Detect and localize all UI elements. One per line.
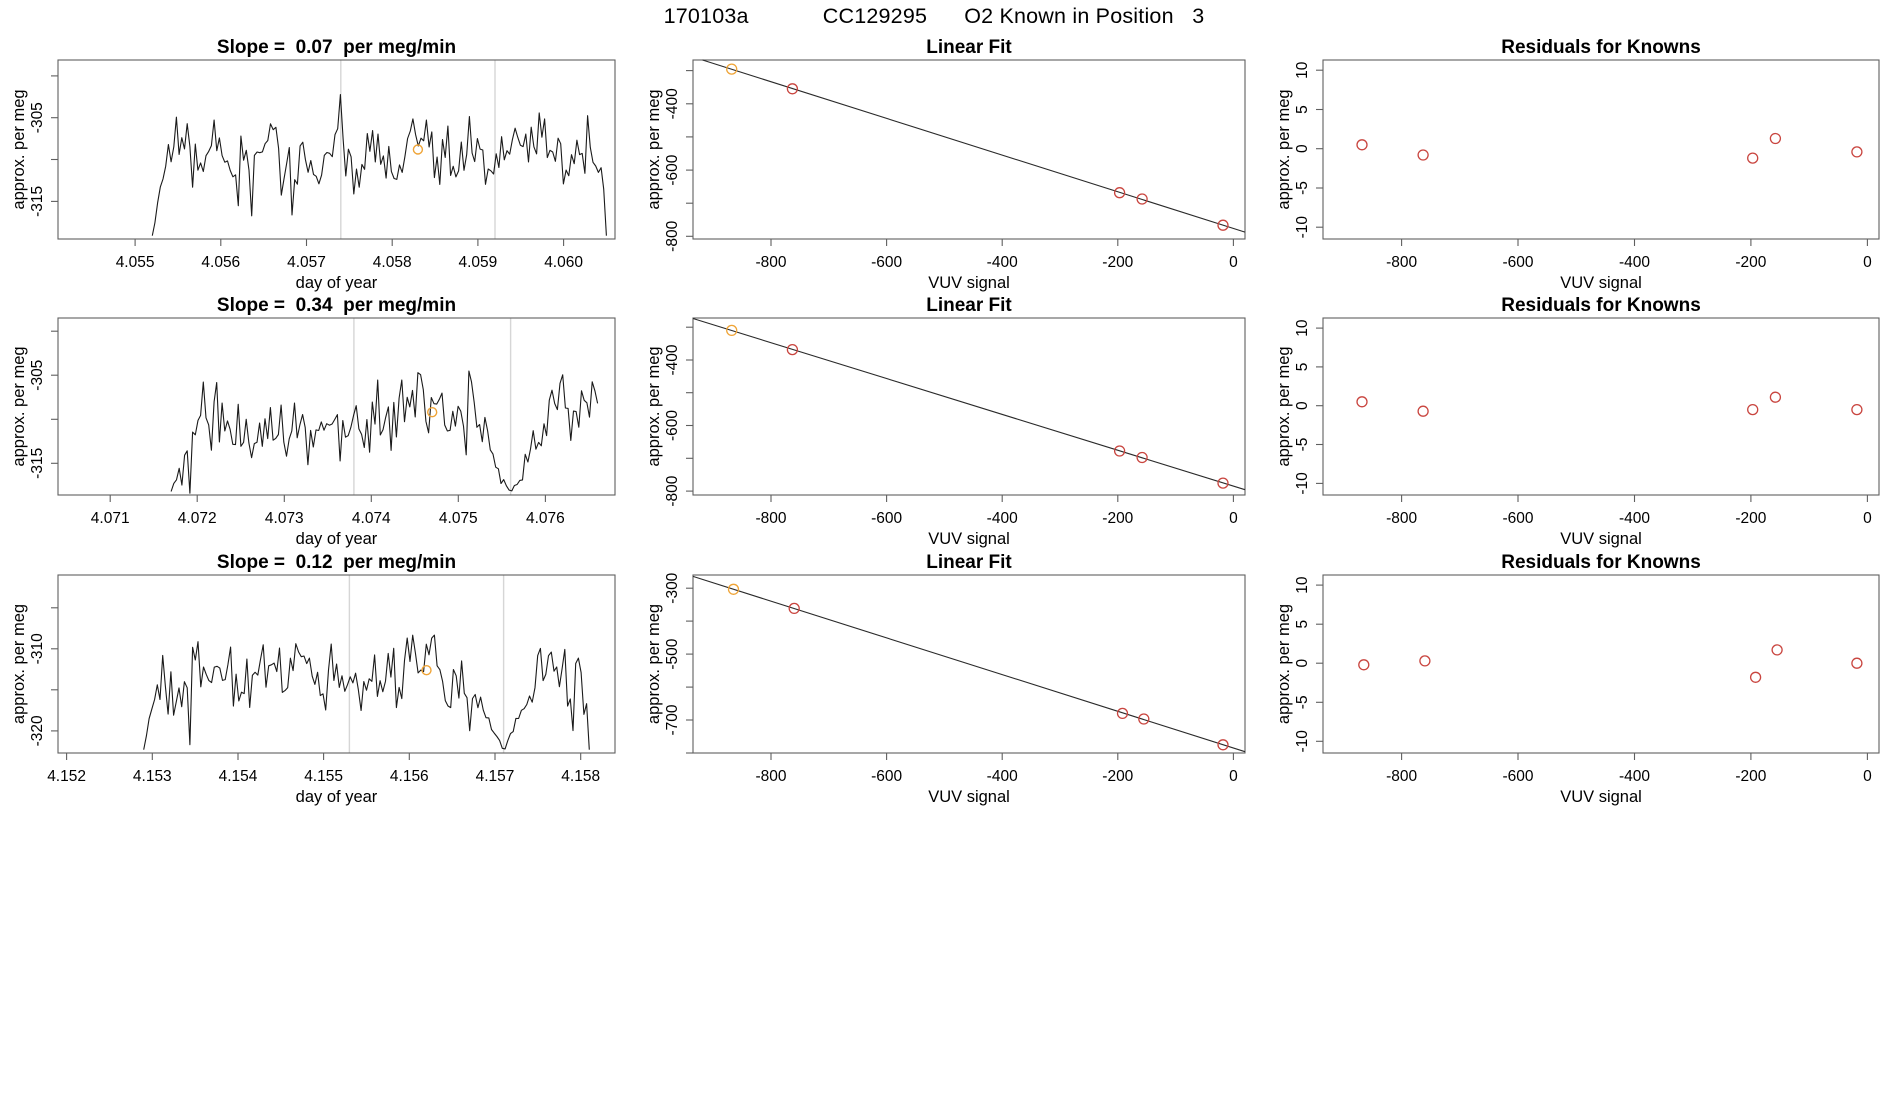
x-tick-label: -400 xyxy=(1618,510,1651,527)
residual-points xyxy=(1359,645,1862,682)
y-tick-label: -300 xyxy=(664,572,681,604)
panel-title: Slope = 0.34 per meg/min xyxy=(216,295,457,316)
residual-point xyxy=(1751,672,1761,682)
plot-box xyxy=(693,60,1245,239)
x-tick-label: 4.060 xyxy=(544,254,583,271)
y-tick-label: 0 xyxy=(1294,658,1311,668)
panel-title: Residuals for Knowns xyxy=(1501,37,1701,58)
y-axis xyxy=(29,331,58,479)
x-tick-label: 0 xyxy=(1863,768,1872,785)
y-tick-label: -800 xyxy=(664,475,681,507)
y-axis xyxy=(664,572,693,753)
x-axis-label: VUV signal xyxy=(1560,530,1642,548)
residual-point xyxy=(1748,405,1758,415)
y-axis-label: approx. per meg xyxy=(1275,346,1293,467)
y-tick-label: -700 xyxy=(664,704,681,736)
y-axis xyxy=(29,608,58,747)
panel-linear_fit-row2 xyxy=(645,295,1245,548)
y-tick-label: -305 xyxy=(29,359,46,391)
residual-point xyxy=(1418,406,1428,416)
x-axis xyxy=(755,495,1238,527)
x-tick-label: -800 xyxy=(755,510,787,527)
residual-point xyxy=(1418,150,1428,160)
panel-residuals-row3 xyxy=(1275,552,1879,806)
panel-title: Linear Fit xyxy=(926,37,1012,58)
x-tick-label: 4.075 xyxy=(438,510,478,527)
x-tick-label: -600 xyxy=(871,254,903,271)
panel-title: Residuals for Knowns xyxy=(1501,295,1701,316)
fit-line xyxy=(693,319,1245,490)
y-tick-label: -315 xyxy=(29,447,46,479)
plot-box xyxy=(1323,318,1879,495)
y-tick-label: -600 xyxy=(664,409,681,442)
fit-line xyxy=(693,576,1245,751)
x-tick-label: -200 xyxy=(1102,768,1134,785)
y-tick-label: -10 xyxy=(1294,730,1311,753)
x-axis xyxy=(1386,495,1872,527)
x-tick-label: 4.155 xyxy=(304,768,343,785)
residual-point xyxy=(1772,645,1782,655)
panel-title: Slope = 0.12 per meg/min xyxy=(216,552,457,573)
x-tick-label: -400 xyxy=(1618,254,1651,271)
y-axis-label: approx. per meg xyxy=(645,346,663,467)
y-axis xyxy=(664,327,693,506)
panel-residuals-row2 xyxy=(1275,295,1879,548)
x-tick-label: 4.071 xyxy=(90,510,130,527)
residual-point xyxy=(1852,658,1862,668)
fit-line xyxy=(703,60,1246,232)
y-tick-label: 0 xyxy=(1294,144,1311,154)
y-axis-label: approx. per meg xyxy=(1275,89,1293,210)
y-tick-label: -10 xyxy=(1294,472,1311,495)
figure-title: 170103a CC129295 O2 Known in Position 3 xyxy=(663,4,1205,28)
panel-timeseries-row3 xyxy=(10,552,615,806)
plot-box xyxy=(1323,60,1879,239)
y-axis-label: approx. per meg xyxy=(1275,603,1293,725)
x-tick-label: -800 xyxy=(1386,768,1418,785)
x-tick-label: 0 xyxy=(1863,510,1872,527)
panel-title: Slope = 0.07 per meg/min xyxy=(216,37,457,58)
x-tick-label: -200 xyxy=(1102,510,1134,527)
y-axis xyxy=(1294,319,1323,494)
panel-title: Linear Fit xyxy=(926,552,1012,573)
y-tick-label: 5 xyxy=(1294,619,1311,629)
y-tick-label: -500 xyxy=(664,638,681,670)
y-tick-label: -400 xyxy=(664,88,681,120)
residual-point xyxy=(1359,660,1369,670)
residual-point xyxy=(1357,140,1367,150)
x-axis xyxy=(1386,753,1872,785)
y-tick-label: 10 xyxy=(1294,319,1311,337)
y-axis xyxy=(1294,576,1323,752)
y-axis-label: approx. per meg xyxy=(10,346,28,467)
x-tick-label: -400 xyxy=(986,254,1018,271)
x-axis-label: day of year xyxy=(295,530,378,548)
y-tick-label: -800 xyxy=(664,220,681,252)
y-axis-label: approx. per meg xyxy=(645,603,663,725)
plot-box xyxy=(58,318,615,495)
panel-title: Residuals for Knowns xyxy=(1501,552,1701,573)
y-tick-label: -5 xyxy=(1294,181,1311,195)
x-tick-label: -800 xyxy=(755,768,787,785)
x-tick-label: 4.056 xyxy=(201,254,241,271)
y-tick-label: 5 xyxy=(1294,105,1311,114)
x-axis xyxy=(1386,239,1872,271)
residual-points xyxy=(1357,392,1862,416)
x-tick-label: 4.076 xyxy=(526,510,565,527)
x-axis-label: VUV signal xyxy=(928,788,1010,806)
x-tick-label: -800 xyxy=(1386,254,1418,271)
residual-point xyxy=(1852,147,1862,157)
residual-point xyxy=(1770,392,1780,402)
x-tick-label: -600 xyxy=(1502,510,1534,527)
y-tick-label: -400 xyxy=(664,344,681,376)
residual-point xyxy=(1748,153,1758,163)
x-axis-label: day of year xyxy=(295,788,378,806)
y-tick-label: 5 xyxy=(1294,362,1311,372)
x-tick-label: 4.153 xyxy=(132,768,172,785)
panel-timeseries-row1 xyxy=(10,37,615,292)
residual-points xyxy=(1357,134,1862,164)
x-tick-label: 4.152 xyxy=(47,768,86,785)
x-tick-label: 4.158 xyxy=(561,768,601,785)
y-tick-label: -5 xyxy=(1294,695,1311,710)
x-tick-label: -600 xyxy=(871,768,903,785)
y-tick-label: -320 xyxy=(29,715,46,747)
residual-point xyxy=(1852,405,1862,415)
x-tick-label: 0 xyxy=(1229,768,1238,785)
x-tick-label: -800 xyxy=(755,254,787,271)
y-axis-label: approx. per meg xyxy=(10,603,28,725)
y-axis xyxy=(664,71,693,252)
x-axis-label: VUV signal xyxy=(928,274,1010,292)
x-axis-label: VUV signal xyxy=(928,530,1010,548)
x-tick-label: -400 xyxy=(1618,768,1651,785)
y-tick-label: 0 xyxy=(1294,401,1311,411)
x-axis xyxy=(755,239,1238,271)
x-tick-label: 0 xyxy=(1229,510,1238,527)
x-axis xyxy=(755,753,1238,785)
y-tick-label: -10 xyxy=(1294,215,1311,239)
x-tick-label: -200 xyxy=(1735,510,1767,527)
y-tick-label: 10 xyxy=(1294,576,1311,594)
y-axis-label: approx. per meg xyxy=(645,89,663,210)
y-axis xyxy=(29,76,58,217)
plot-box xyxy=(58,60,615,239)
panel-linear_fit-row3 xyxy=(645,552,1245,806)
x-tick-label: 4.058 xyxy=(372,254,412,271)
x-tick-label: 4.074 xyxy=(351,510,391,527)
y-tick-label: -315 xyxy=(29,185,46,217)
x-tick-label: -200 xyxy=(1735,768,1767,785)
panel-residuals-row1 xyxy=(1275,37,1879,292)
x-tick-label: 0 xyxy=(1229,254,1238,271)
x-tick-label: 4.057 xyxy=(287,254,326,271)
plot-box xyxy=(1323,575,1879,753)
x-axis xyxy=(47,753,600,785)
series-line xyxy=(144,635,590,750)
x-tick-label: 4.156 xyxy=(389,768,429,785)
x-tick-label: 4.059 xyxy=(458,254,498,271)
x-tick-label: 4.055 xyxy=(115,254,155,271)
series-line xyxy=(171,371,597,493)
x-axis-label: VUV signal xyxy=(1560,274,1642,292)
x-tick-label: 4.072 xyxy=(177,510,217,527)
series-line xyxy=(152,95,606,236)
residual-point xyxy=(1420,656,1430,666)
y-tick-label: -310 xyxy=(29,633,46,665)
y-tick-label: -305 xyxy=(29,102,46,134)
x-tick-label: -400 xyxy=(986,510,1018,527)
highlight-point xyxy=(428,408,437,417)
x-axis-label: day of year xyxy=(295,274,378,292)
y-tick-label: -600 xyxy=(664,154,681,186)
x-axis-label: VUV signal xyxy=(1560,788,1642,806)
x-axis xyxy=(116,239,584,271)
panel-title: Linear Fit xyxy=(926,295,1012,316)
y-axis-label: approx. per meg xyxy=(10,89,28,210)
x-tick-label: -400 xyxy=(986,768,1018,785)
x-tick-label: 0 xyxy=(1863,254,1872,271)
y-axis xyxy=(1294,61,1323,238)
panel-linear_fit-row1 xyxy=(645,37,1245,292)
residual-point xyxy=(1770,134,1780,144)
y-tick-label: 10 xyxy=(1294,61,1311,79)
x-tick-label: -200 xyxy=(1735,254,1767,271)
residual-point xyxy=(1357,397,1367,407)
x-tick-label: -200 xyxy=(1102,254,1134,271)
x-tick-label: -600 xyxy=(871,510,903,527)
x-tick-label: 4.157 xyxy=(475,768,515,785)
y-tick-label: -5 xyxy=(1294,437,1311,452)
x-tick-label: -600 xyxy=(1502,254,1534,271)
x-tick-label: -800 xyxy=(1386,510,1418,527)
x-tick-label: 4.154 xyxy=(218,768,258,785)
x-tick-label: 4.073 xyxy=(264,510,304,527)
x-axis xyxy=(91,495,565,527)
panel-timeseries-row2 xyxy=(10,295,615,548)
x-tick-label: -600 xyxy=(1502,768,1534,785)
